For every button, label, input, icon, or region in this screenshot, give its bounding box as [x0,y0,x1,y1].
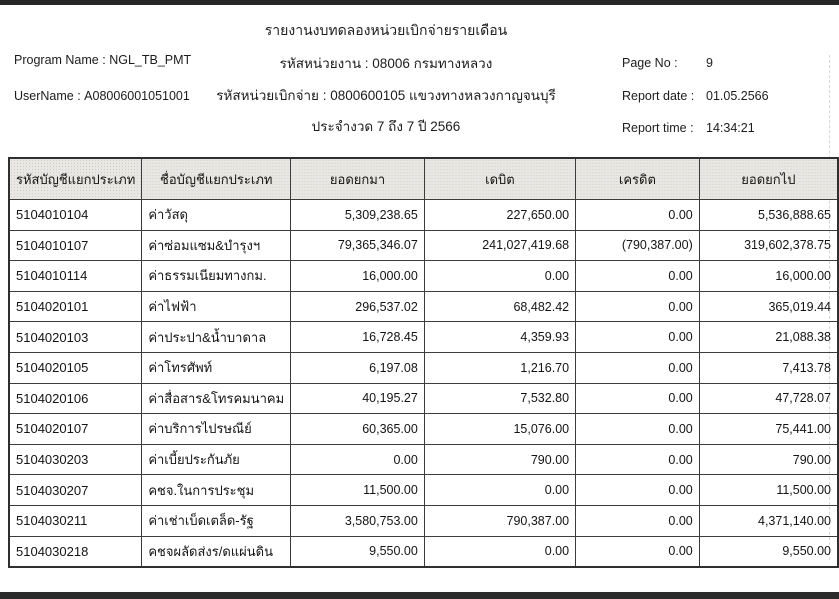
username-label: UserName : [14,89,81,103]
debit-cell: 15,076.00 [424,414,575,445]
agency-code-line: รหัสหน่วยงาน : 08006 กรมทางหลวง [279,56,493,71]
closing-balance-cell: 790.00 [699,444,838,475]
account-code-cell: 5104020105 [9,352,142,383]
opening-balance-cell: 3,580,753.00 [291,505,425,536]
table-row [9,200,838,231]
opening-balance-cell: 296,537.02 [291,291,425,322]
closing-balance-cell: 11,500.00 [699,475,838,506]
table-row [9,352,838,383]
debit-cell: 227,650.00 [424,200,575,231]
report-time-line [622,121,755,135]
account-code-cell: 5104010107 [9,230,142,261]
column-header-credit: เครดิต [576,158,700,200]
account-code-cell: 5104010114 [9,261,142,292]
username-value: A08006001051001 [84,89,190,103]
program-name-label: Program Name : [14,53,106,67]
account-code-cell: 5104030211 [9,505,142,536]
opening-balance-cell: 11,500.00 [291,475,425,506]
opening-balance-cell: 79,365,346.07 [291,230,425,261]
account-name-cell: ค่าไฟฟ้า [142,291,291,322]
closing-balance-cell: 21,088.38 [699,322,838,353]
account-name-cell: ค่าบริการไปรษณีย์ [142,414,291,445]
account-name-cell: ค่าประปา&น้ำบาดาล [142,322,291,353]
report-date-line [622,89,769,103]
account-code-cell: 5104010104 [9,200,142,231]
closing-balance-cell: 7,413.78 [699,352,838,383]
opening-balance-cell: 5,309,238.65 [291,200,425,231]
credit-cell: 0.00 [576,200,700,231]
table-row [9,291,838,322]
closing-balance-cell: 4,371,140.00 [699,505,838,536]
trial-balance-table [8,157,839,568]
account-name-cell: ค่าเบี้ยประกันภัย [142,444,291,475]
account-code-cell: 5104020106 [9,383,142,414]
table-row [9,322,838,353]
opening-balance-cell: 16,728.45 [291,322,425,353]
debit-cell: 0.00 [424,536,575,567]
closing-balance-cell: 47,728.07 [699,383,838,414]
report-time-value: 14:34:21 [706,121,755,135]
credit-cell: 0.00 [576,414,700,445]
credit-cell: 0.00 [576,383,700,414]
account-name-cell: ค่าโทรศัพท์ [142,352,291,383]
report-title: รายงานงบทดลองหน่วยเบิกจ่ายรายเดือน [264,22,508,38]
debit-cell: 790,387.00 [424,505,575,536]
debit-cell: 4,359.93 [424,322,575,353]
opening-balance-cell: 9,550.00 [291,536,425,567]
column-header-opening-balance: ยอดยกมา [291,158,425,200]
credit-cell: (790,387.00) [576,230,700,261]
column-header-account-code: รหัสบัญชีแยกประเภท [9,158,142,200]
column-header-debit: เดบิต [424,158,575,200]
report-time-label: Report time : [622,121,694,135]
credit-cell: 0.00 [576,261,700,292]
account-code-cell: 5104030203 [9,444,142,475]
report-date-value: 01.05.2566 [706,89,769,103]
account-name-cell: ค่าสื่อสาร&โทรคมนาคม [142,383,291,414]
account-name-cell: ค่าซ่อมแซม&บำรุงฯ [142,230,291,261]
table-row [9,444,838,475]
disbursing-unit-line: รหัสหน่วยเบิกจ่าย : 0800600105 แขวงทางหลวงกาญจนบุรี [216,88,556,103]
table-row [9,414,838,445]
debit-cell: 0.00 [424,475,575,506]
report-date-label: Report date : [622,89,695,103]
closing-balance-cell: 9,550.00 [699,536,838,567]
account-code-cell: 5104020107 [9,414,142,445]
credit-cell: 0.00 [576,352,700,383]
period-line: ประจำงวด 7 ถึง 7 ปี 2566 [311,119,461,134]
credit-cell: 0.00 [576,444,700,475]
debit-cell: 68,482.42 [424,291,575,322]
account-code-cell: 5104030207 [9,475,142,506]
account-name-cell: ค่าเช่าเบ็ดเตล็ด-รัฐ [142,505,291,536]
table-row [9,230,838,261]
table-row [9,536,838,567]
table-row [9,505,838,536]
column-header-closing-balance: ยอดยกไป [699,158,838,200]
credit-cell: 0.00 [576,291,700,322]
table-row [9,261,838,292]
account-name-cell: ค่าวัสดุ [142,200,291,231]
opening-balance-cell: 0.00 [291,444,425,475]
opening-balance-cell: 16,000.00 [291,261,425,292]
column-header-account-name: ชื่อบัญชีแยกประเภท [142,158,291,200]
table-body [9,200,838,568]
debit-cell: 241,027,419.68 [424,230,575,261]
table-row [9,475,838,506]
page-no-value: 9 [706,56,713,70]
opening-balance-cell: 6,197.08 [291,352,425,383]
program-name-value: NGL_TB_PMT [109,53,192,67]
debit-cell: 0.00 [424,261,575,292]
closing-balance-cell: 365,019.44 [699,291,838,322]
debit-cell: 7,532.80 [424,383,575,414]
closing-balance-cell: 75,441.00 [699,414,838,445]
account-code-cell: 5104020103 [9,322,142,353]
credit-cell: 0.00 [576,475,700,506]
table-header-row [9,158,838,200]
account-name-cell: คชจผลัดส่งร/ดแผ่นดิน [142,536,291,567]
account-name-cell: ค่าธรรมเนียมทางกม. [142,261,291,292]
account-code-cell: 5104020101 [9,291,142,322]
opening-balance-cell: 40,195.27 [291,383,425,414]
credit-cell: 0.00 [576,536,700,567]
closing-balance-cell: 5,536,888.65 [699,200,838,231]
closing-balance-cell: 16,000.00 [699,261,838,292]
account-name-cell: คชจ.ในการประชุม [142,475,291,506]
table-row [9,383,838,414]
account-code-cell: 5104030218 [9,536,142,567]
opening-balance-cell: 60,365.00 [291,414,425,445]
debit-cell: 1,216.70 [424,352,575,383]
closing-balance-cell: 319,602,378.75 [699,230,838,261]
top-border-bar [0,0,839,5]
credit-cell: 0.00 [576,505,700,536]
page-no-label: Page No : [622,56,678,70]
debit-cell: 790.00 [424,444,575,475]
page-no-line [622,56,713,70]
credit-cell: 0.00 [576,322,700,353]
bottom-border-bar [0,592,839,599]
